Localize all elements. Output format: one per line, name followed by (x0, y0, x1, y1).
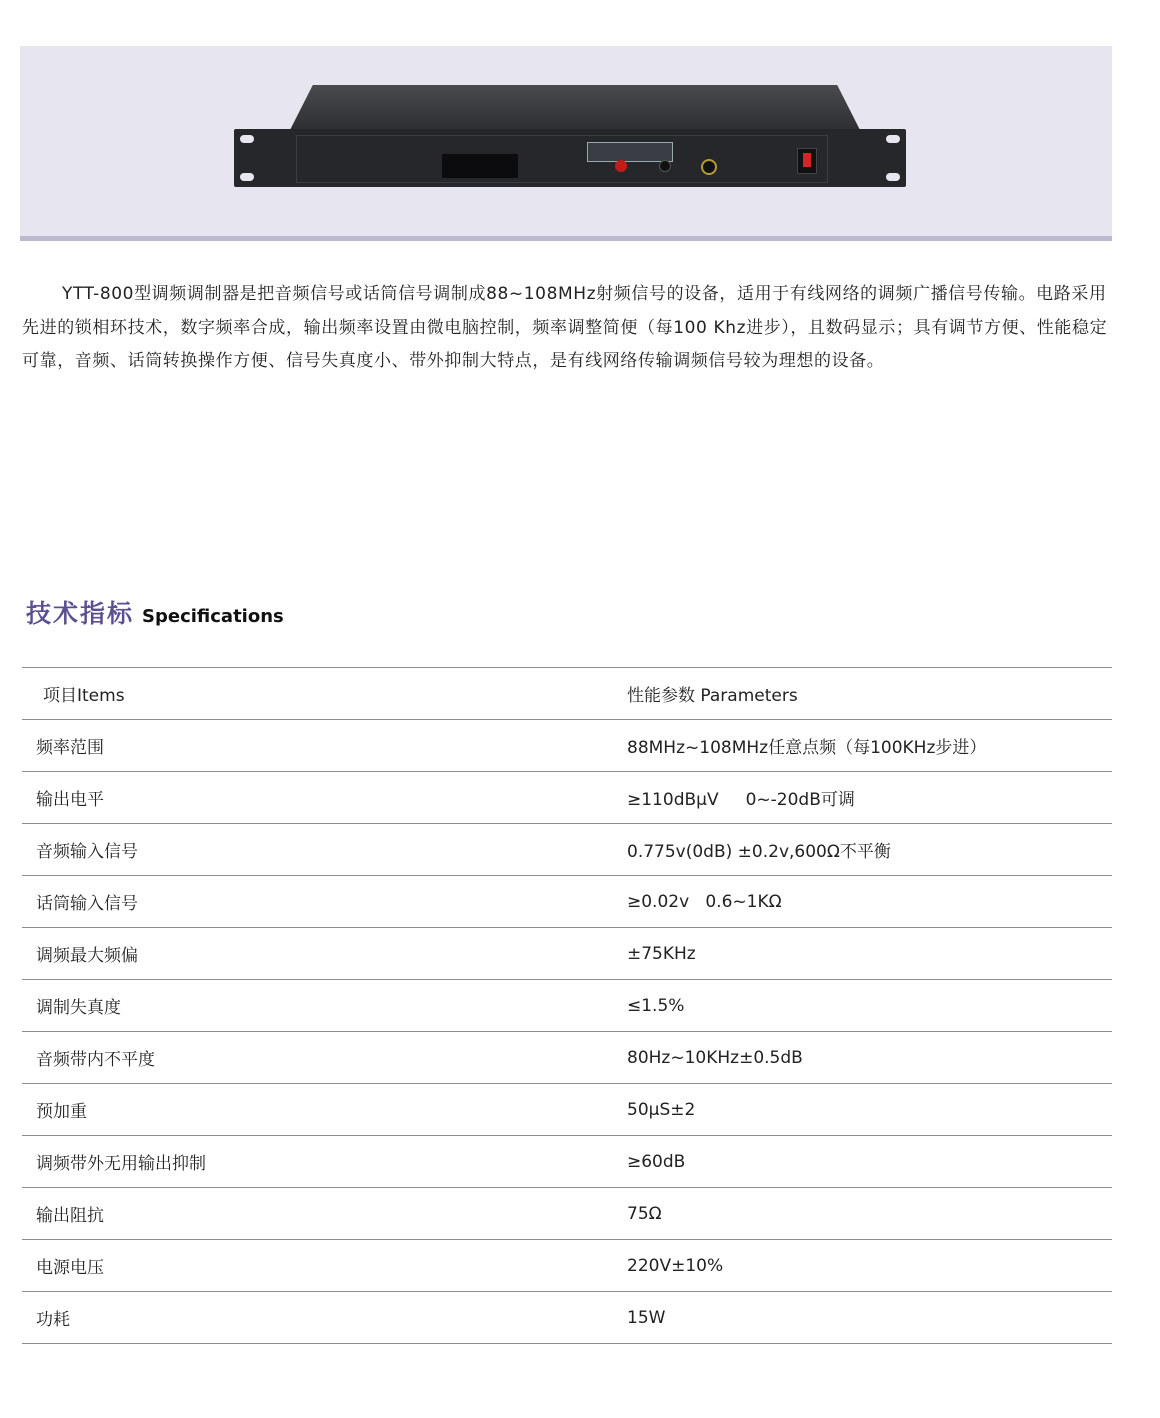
rack-ear-hole (886, 135, 900, 143)
audio-jack-icon (701, 159, 717, 175)
table-row (22, 1240, 1112, 1292)
product-description: YTT-800型调频调制器是把音频信号或话筒信号调制成88~108MHz射频信号的设备，适用于有线网络的调频广播信号传输。电路采用先进的锁相环技术，数字频率合成，输出频率设置由微电脑控制，频率调整简便（每100 Khz进步），且数码显示；具有调节方便、性能稳定可靠，音频、话筒转换操作方便、信号失真度小、带外抑制大特点，是有线网络传输调频信号较为理想的设备。 (22, 284, 1108, 371)
device-chassis-top (290, 85, 860, 130)
spec-item: 调频最大频偏 (22, 928, 627, 980)
spec-value: 50μS±2 (627, 1084, 1112, 1136)
table-row (22, 720, 1112, 772)
spec-value: ±75KHz (627, 928, 1112, 980)
level-meter (587, 142, 673, 162)
spec-item: 输出阻抗 (22, 1188, 627, 1240)
spec-value: ≥60dB (627, 1136, 1112, 1188)
spec-item: 话筒输入信号 (22, 876, 627, 928)
table-row (22, 876, 1112, 928)
spec-value: ≥0.02v 0.6~1KΩ (627, 876, 1112, 928)
spec-item: 调制失真度 (22, 980, 627, 1032)
table-row (22, 772, 1112, 824)
spec-item: 调频带外无用输出抑制 (22, 1136, 627, 1188)
rack-ear-hole (240, 173, 254, 181)
header-parameters: 性能参数 Parameters (627, 668, 1112, 720)
table-row (22, 1136, 1112, 1188)
power-button-icon (615, 160, 627, 172)
power-switch-icon (797, 148, 817, 174)
section-title-cn: 技术指标 (26, 599, 135, 628)
table-row (22, 980, 1112, 1032)
spec-item: 输出电平 (22, 772, 627, 824)
table-row (22, 1188, 1112, 1240)
spec-value: ≥110dBμV 0~-20dB可调 (627, 772, 1112, 824)
device-front-panel (234, 129, 906, 187)
spec-value: 80Hz~10KHz±0.5dB (627, 1032, 1112, 1084)
table-row (22, 824, 1112, 876)
table-header-row (22, 668, 1112, 720)
spec-item: 音频输入信号 (22, 824, 627, 876)
spec-value: 0.775v(0dB) ±0.2v,600Ω不平衡 (627, 824, 1112, 876)
spec-value: ≤1.5% (627, 980, 1112, 1032)
section-title-en: Specifications (142, 606, 284, 627)
spec-value: 88MHz~108MHz任意点频（每100KHz步进） (627, 720, 1112, 772)
spec-item: 预加重 (22, 1084, 627, 1136)
spec-item: 功耗 (22, 1292, 627, 1344)
table-row (22, 1084, 1112, 1136)
rack-ear-hole (886, 173, 900, 181)
knob-icon (659, 160, 671, 172)
spec-value: 75Ω (627, 1188, 1112, 1240)
specifications-table (22, 667, 1112, 1344)
spec-item: 电源电压 (22, 1240, 627, 1292)
spec-item: 频率范围 (22, 720, 627, 772)
spec-value: 220V±10% (627, 1240, 1112, 1292)
header-items: 项目Items (22, 668, 627, 720)
spec-item: 音频带内不平度 (22, 1032, 627, 1084)
table-row (22, 1032, 1112, 1084)
table-row (22, 1292, 1112, 1344)
device-face (296, 135, 828, 183)
frequency-display (442, 154, 518, 178)
rack-ear-hole (240, 135, 254, 143)
section-title (26, 594, 284, 630)
spec-value: 15W (627, 1292, 1112, 1344)
table-row (22, 928, 1112, 980)
